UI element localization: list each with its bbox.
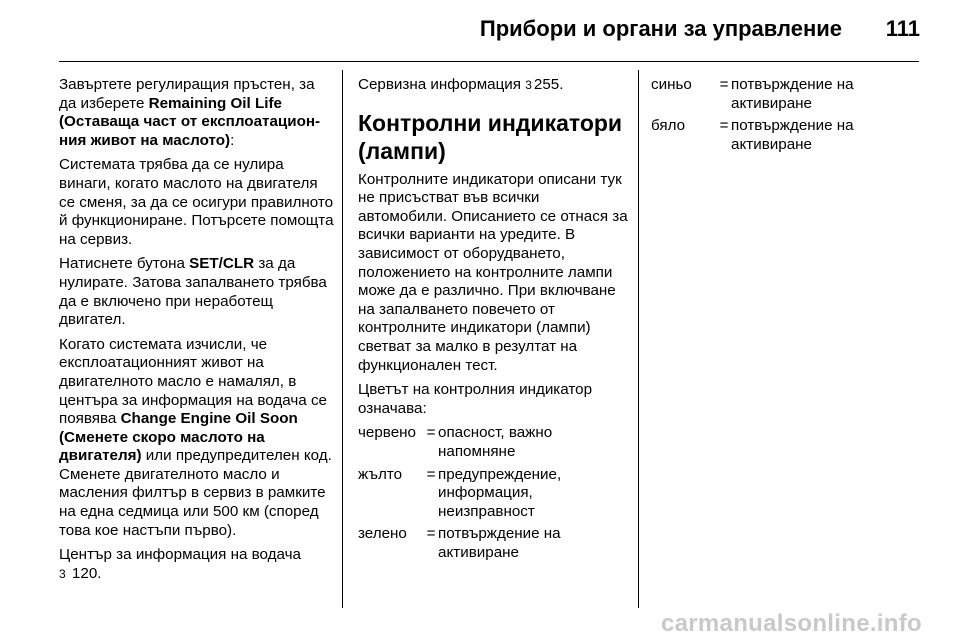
- menu-option-name: Remaining Oil Life (Оставаща част от експлоатационния живот на маслото): [59, 94, 321, 149]
- paragraph: Сервизна информация 3 255.: [358, 76, 564, 93]
- column-middle: [358, 76, 630, 566]
- page-header-title: Прибори и органи за управление: [479, 16, 842, 41]
- paragraph: Цветът на контролния индикатор означава:: [358, 381, 593, 417]
- header-divider: [59, 61, 919, 62]
- column-left: [59, 76, 335, 589]
- page-number: 111: [885, 16, 920, 41]
- color-legend-row: зелено = потвърждение на активиране: [358, 525, 561, 561]
- color-legend: [358, 424, 630, 562]
- column-divider: [342, 70, 343, 608]
- section-heading: Контролни индикатори (лампи): [358, 109, 623, 164]
- color-legend-row: жълто = предупреждение, информация, неизправност: [358, 465, 562, 520]
- paragraph: Когато системата изчисли, че експлоатационният живот на двигателното масло е намалял, в центъра за информация на водача се появява Change Engine Oil Soon (Сменете скоро маслото на двигателя) или предупредителен код. Сменете двигателното масло и масления филтър в сервиз в рамките на една седмица или 500 км (според това кое настъпи първо).: [59, 335, 332, 539]
- page-reference-icon: 3: [525, 78, 532, 92]
- button-name: SET/CLR: [189, 255, 255, 273]
- paragraph: Завъртете регулиращия пръстен, за да изберете Remaining Oil Life (Оставаща част от експлоатационния живот на маслото):: [59, 76, 321, 149]
- page-reference[interactable]: 255.: [533, 76, 564, 93]
- paragraph: Контролните индикатори описани тук не присъстват във всички автомобили. Описанието се отнася за всички варианти на уредите. В зависимост от оборудването, положението на контролните лампи може да е различно. При включване на запалването повечето от контролните индикатори (лампи) светват за малко в резултат на функционален тест.: [358, 170, 628, 374]
- paragraph: Натиснете бутона SET/CLR за да нулирате. Затова запалването трябва да е включено при неработещ двигател.: [59, 255, 327, 329]
- color-legend-row: синьо = потвърждение на активиране: [651, 76, 854, 112]
- page-reference[interactable]: 120.: [71, 564, 102, 582]
- column-divider: [638, 70, 639, 608]
- color-legend-row: бяло = потвърждение на активиране: [651, 117, 854, 153]
- page-reference-icon: 3: [59, 566, 66, 581]
- paragraph: Системата трябва да се нулира винаги, когато маслото на двигателя се сменя, за да се осигури правилното й функциониране. Потърсете помощта на сервиз.: [59, 156, 334, 248]
- display-message: Change Engine Oil Soon (Сменете скоро маслото на двигателя): [59, 410, 298, 465]
- paragraph: Център за информация на водача 3 120.: [59, 546, 301, 582]
- column-right: [651, 76, 921, 158]
- color-legend-row: червено = опасност, важно напомняне: [358, 424, 553, 460]
- watermark: carmanualsonline.info: [660, 610, 922, 637]
